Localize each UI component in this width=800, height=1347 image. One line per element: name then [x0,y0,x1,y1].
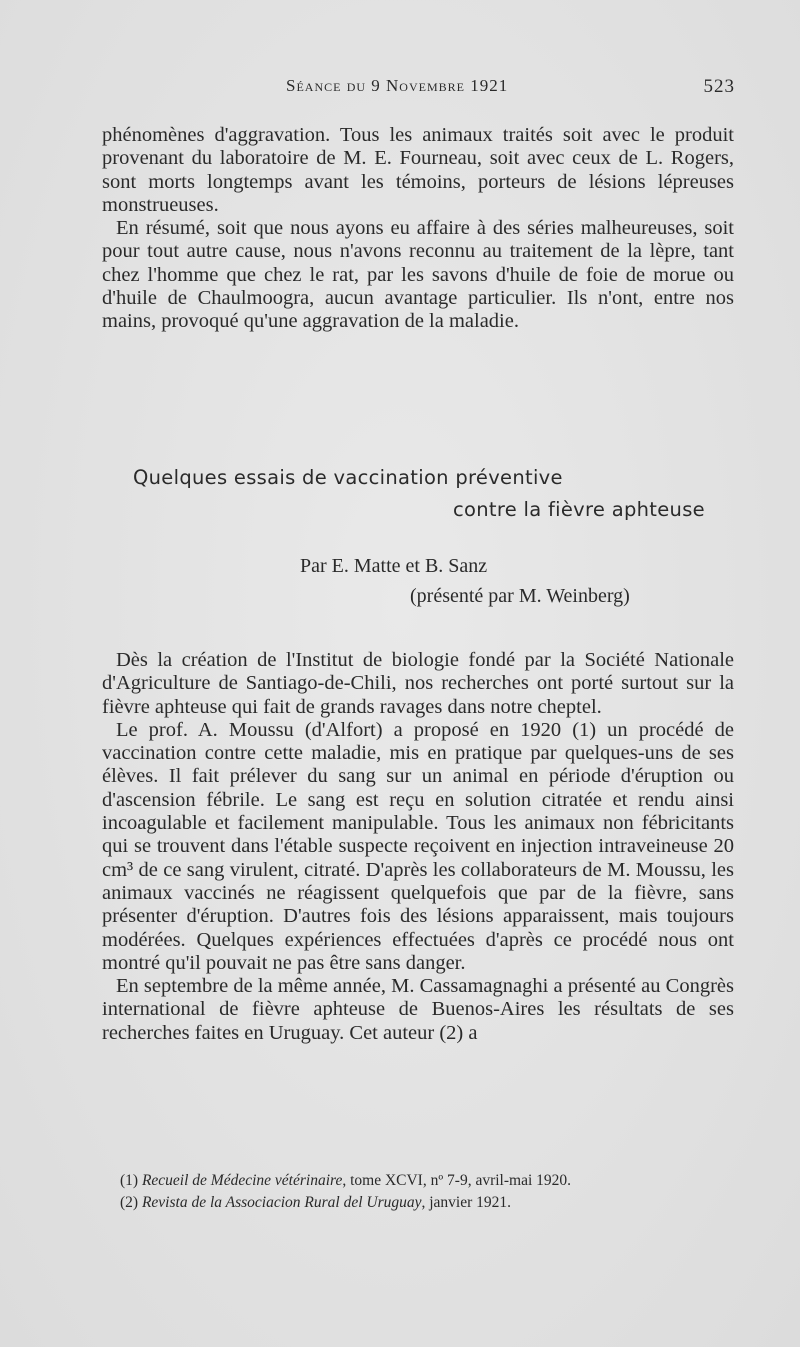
footnote [120,1192,734,1214]
article-title-line-2: contre la fièvre aphteuse [453,498,705,521]
footnote-marker: (2) [120,1194,139,1211]
paragraph: phénomènes d'aggravation. Tous les animaux traités soit avec le produit provenant du laboratoire de M. E. Fourneau, soit avec ceux de L. Rogers, sont morts longtemps avant les témoins, porteurs de lésions lépreuses monstrueuses. [102,124,734,216]
footnote-marker: (1) [120,1172,139,1189]
paragraph: En septembre de la même année, M. Cassamagnaghi a présenté au Congrès international de fièvre aphteuse de Buenos-Aires les résultats de ses recherches faites en Uruguay. Cet auteur (2) a [102,975,734,1044]
footnote-detail: , tome XCVI, nº 7-9, avril-mai 1920. [342,1172,571,1189]
running-header [90,74,735,104]
footnote-detail: , janvier 1921. [421,1194,512,1211]
running-title: Séance du 9 Novembre 1921 [286,76,509,95]
footnotes [120,1170,734,1214]
page-number: 523 [703,76,735,97]
paragraph: Le prof. A. Moussu (d'Alfort) a proposé en 1920 (1) un procédé de vaccination contre cette maladie, mis en pratique par quelques-uns de ses élèves. Il fait prélever du sang sur un animal en période d'éruption ou d'ascension fébrile. Le sang est reçu en solution citratée et rendu ainsi incoagulable et facilement manipulable. Tous les animaux non fébricitants qui se trouvent dans l'étable suspecte reçoivent en injection intraveineuse 20 cm³ de ce sang virulent, citraté. D'après les collaborateurs de M. Moussu, les animaux vaccinés ne réagissent quelquefois que par de la fièvre, sans présenter d'éruption. D'autres fois des lésions apparaissent, mais toujours modérées. Quelques expériences effectuées d'après ce procédé nous ont montré qu'il pouvait ne pas être sans danger. [102,718,734,974]
body-text [102,649,734,1045]
presented-by: (présenté par M. Weinberg) [410,585,630,607]
byline: Par E. Matte et B. Sanz [300,555,488,577]
article-title-line-1: Quelques essais de vaccination préventive [133,466,563,489]
footnote-source: Revista de la Associacion Rural del Uruguay [141,1194,422,1211]
paragraph: En résumé, soit que nous ayons eu affaire à des séries malheureuses, soit pour tout autre cause, nous n'avons reconnu au traitement de la lèpre, tant chez l'homme que chez le rat, par les savons d'huile de foie de morue ou d'huile de Chaulmoogra, aucun avantage particulier. Ils n'ont, entre nos mains, provoqué qu'une aggravation de la maladie. [102,217,734,333]
footnote [120,1170,734,1192]
paragraph: Dès la création de l'Institut de biologie fondé par la Société Nationale d'Agriculture de Santiago-de-Chili, nos recherches ont porté surtout sur la fièvre aphteuse qui fait de grands ravages dans notre cheptel. [102,649,734,718]
intro-text [102,124,734,334]
footnote-source: Recueil de Médecine vétérinaire [141,1172,343,1189]
